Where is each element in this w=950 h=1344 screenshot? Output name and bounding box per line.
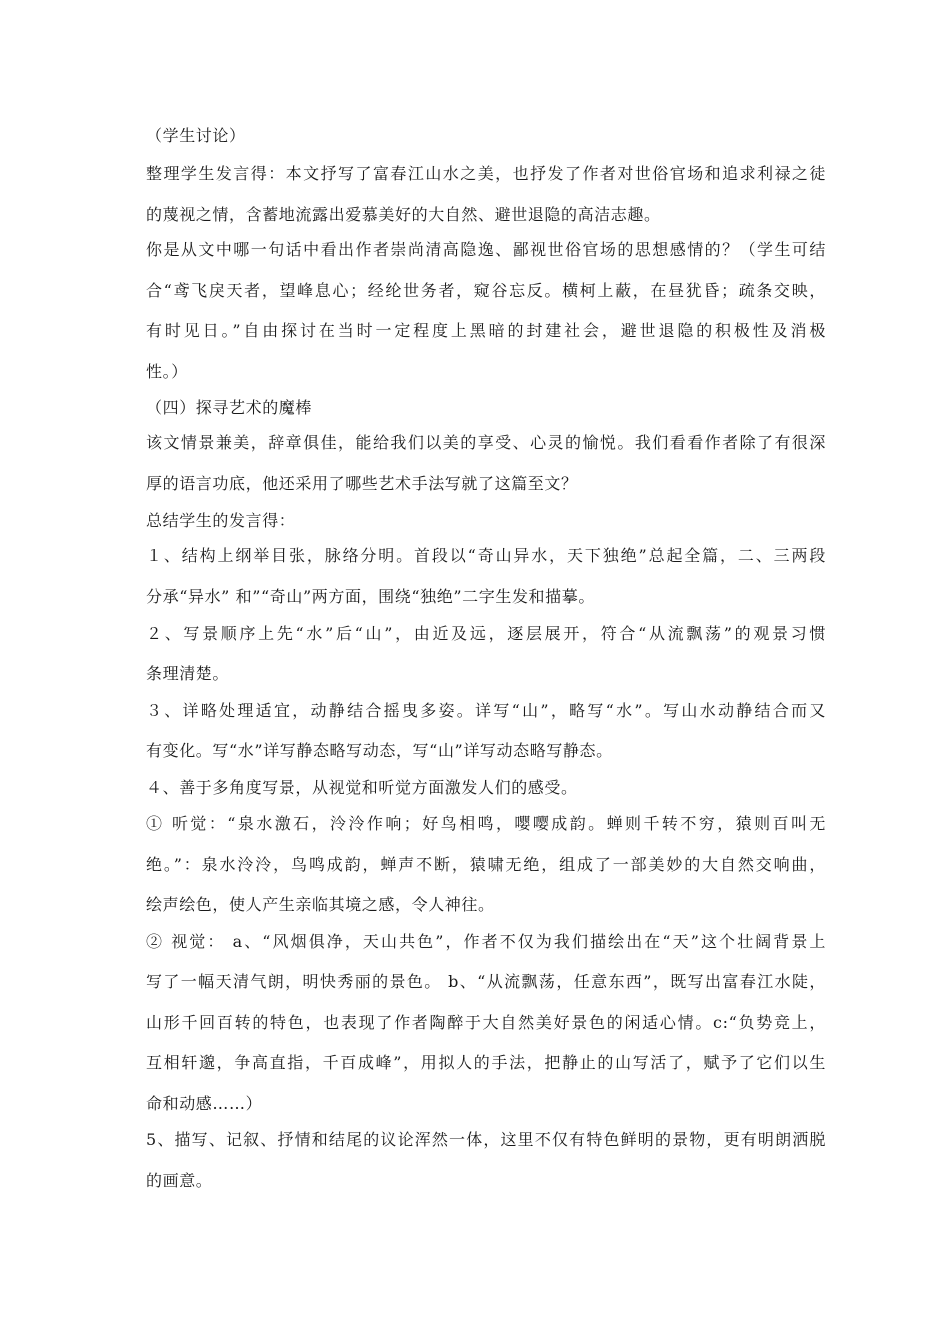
text-line: 该文情景兼美，辞章俱佳，能给我们以美的享受、心灵的愉悦。我们看看作者除了有很深 xyxy=(146,433,826,452)
text-line: 你是从文中哪一句话中看出作者崇尚清高隐逸、鄙视世俗官场的思想感情的？（学生可结 xyxy=(146,240,826,259)
text-line: 写了一幅天清气朗，明快秀丽的景色。 b、“从流飘荡，任意东西”，既写出富春江水陡， xyxy=(146,972,826,991)
text-line: 的蔑视之情，含蓄地流露出爱慕美好的大自然、避世退隐的高洁志趣。 xyxy=(146,205,661,224)
text-line: 有时见日。”自由探讨在当时一定程度上黑暗的封建社会，避世退隐的积极性及消极 xyxy=(146,321,826,340)
text-line: 绝。”：泉水泠泠，鸟鸣成韵，蝉声不断，猿啸无绝，组成了一部美妙的大自然交响曲， xyxy=(146,855,826,874)
text-line: 整理学生发言得：本文抒写了富春江山水之美，也抒发了作者对世俗官场和追求利禄之徒 xyxy=(146,164,826,183)
text-line: 命和动感……） xyxy=(146,1094,263,1113)
text-line: １、结构上纲举目张，脉络分明。首段以“奇山异水，天下独绝”总起全篇，二、三两段 xyxy=(146,546,826,565)
text-line: 5、描写、记叙、抒情和结尾的议论浑然一体，这里不仅有特色鲜明的景物，更有明朗洒脱 xyxy=(146,1130,826,1149)
section-heading: （四）探寻艺术的魔棒 xyxy=(146,398,313,417)
text-line: （学生讨论） xyxy=(146,126,246,145)
text-line: 山形千回百转的特色，也表现了作者陶醉于大自然美好景色的闲适心情。c:“负势竞上， xyxy=(146,1013,826,1032)
text-line: ３、详略处理适宜，动静结合摇曳多姿。详写“山”，略写“水”。写山水动静结合而又 xyxy=(146,701,826,720)
text-line: ２、写景顺序上先“水”后“山”，由近及远，逐层展开，符合“从流飘荡”的观景习惯 xyxy=(146,624,826,643)
text-line: ４、善于多角度写景，从视觉和听觉方面激发人们的感受。 xyxy=(146,778,578,797)
text-line: 绘声绘色，使人产生亲临其境之感，令人神往。 xyxy=(146,895,495,914)
text-line: 性。） xyxy=(146,362,188,381)
text-line: 合“鸢飞戾天者，望峰息心；经纶世务者，窥谷忘反。横柯上蔽，在昼犹昏；疏条交映， xyxy=(146,281,826,300)
text-line: 有变化。写“水”详写静态略写动态，写“山”详写动态略写静态。 xyxy=(146,741,613,760)
text-line: 分承“异水” 和”“奇山”两方面，围绕“独绝”二字生发和描摹。 xyxy=(146,587,595,606)
text-line: 厚的语言功底，他还采用了哪些艺术手法写就了这篇至文？ xyxy=(146,474,578,493)
text-line: ① 听觉：“泉水激石，泠泠作响；好鸟相鸣，嘤嘤成韵。蝉则千转不穷，猿则百叫无 xyxy=(146,814,826,833)
text-line: 互相轩邈，争高直指，千百成峰”，用拟人的手法，把静止的山写活了，赋予了它们以生 xyxy=(146,1053,826,1072)
text-line: 总结学生的发言得： xyxy=(146,511,296,530)
text-line: 的画意。 xyxy=(146,1171,213,1190)
text-line: ② 视觉： a、“风烟俱净，天山共色”，作者不仅为我们描绘出在“天”这个壮阔背景上 xyxy=(146,932,826,951)
text-line: 条理清楚。 xyxy=(146,664,230,683)
